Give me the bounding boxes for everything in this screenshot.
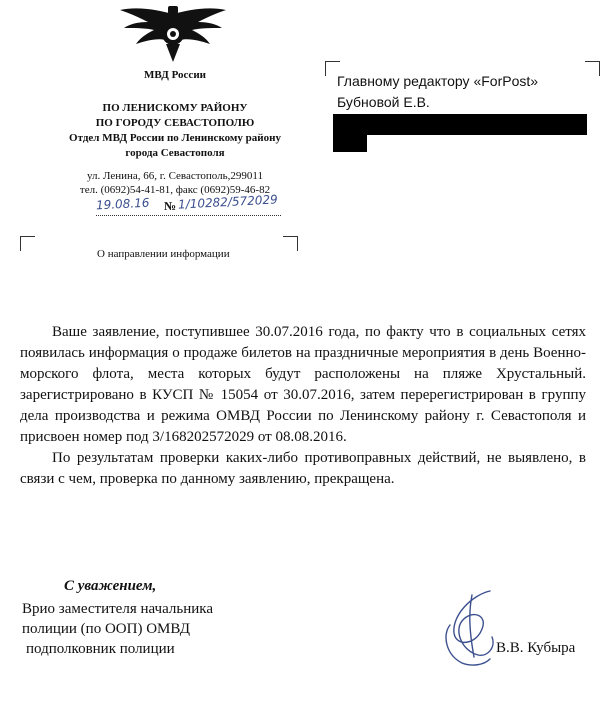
registration-number: 1/10282/572029 xyxy=(177,192,279,212)
redacted-address-continued xyxy=(333,134,367,152)
subject-corner-left xyxy=(20,236,35,251)
division-line: ПО ЛЕНИСКОМУ РАЙОНУ xyxy=(102,102,248,114)
recipient-name: Бубновой Е.В. xyxy=(337,94,430,110)
signer-line: полиции (по ООП) ОМВД xyxy=(22,621,191,637)
body-paragraph: Ваше заявление, поступившее 30.07.2016 года, по факту что в социальных сетях появилась информация о продаже билетов на праздничные мероприятия в день Военно-морского флота, места которых будут расположены на пляже Хрустальный. зарегистрировано в КУСП № 15054 от 30.07.2016, затем перерегистрирован в группу дела производства и режима ОМВД России по Ленинскому району г. Севастополя и присвоен номер под 3/168202572029 от 08.08.2016. xyxy=(20,324,586,445)
signer-name: В.В. Кубыра xyxy=(496,640,576,656)
recipient-title: Главному редактору «ForPost» xyxy=(337,73,539,89)
registration-underline xyxy=(96,215,281,216)
mvd-eagle-emblem xyxy=(118,4,228,66)
address-block xyxy=(20,169,330,197)
division-block xyxy=(20,101,330,161)
recipient-block xyxy=(337,71,538,113)
body-paragraph: По результатам проверки каких-либо противоправных действий, не выявлено, в связи с чем, проверка по данному заявлению, прекращена. xyxy=(20,450,586,487)
division-line: Отдел МВД России по Ленинскому району xyxy=(69,132,281,144)
subject-line: О направлении информации xyxy=(97,248,230,260)
subject-corner-right xyxy=(283,236,298,251)
redacted-address xyxy=(333,114,587,135)
org-name: МВД России xyxy=(143,69,206,81)
registration-number-label: № xyxy=(164,199,177,213)
closing-regards: С уважением, xyxy=(64,578,157,594)
recipient-corner-top-right xyxy=(585,61,600,76)
handwritten-signature xyxy=(432,585,512,670)
division-line: ПО ГОРОДУ СЕВАСТОПОЛЮ xyxy=(95,117,255,129)
signer-position xyxy=(22,599,213,659)
registration-date: 19.08.16 xyxy=(95,195,150,213)
address-phone: тел. (0692)54-41-81, факс (0692)59-46-82 xyxy=(79,184,271,196)
signer-line: Врио заместителя начальника xyxy=(22,601,213,617)
signer-line: подполковник полиции xyxy=(26,641,175,657)
registration-line xyxy=(95,192,286,217)
division-line: города Севастополя xyxy=(125,147,225,159)
address-street: ул. Ленина, 66, г. Севастополь,299011 xyxy=(86,170,263,182)
letter-body xyxy=(20,322,586,490)
